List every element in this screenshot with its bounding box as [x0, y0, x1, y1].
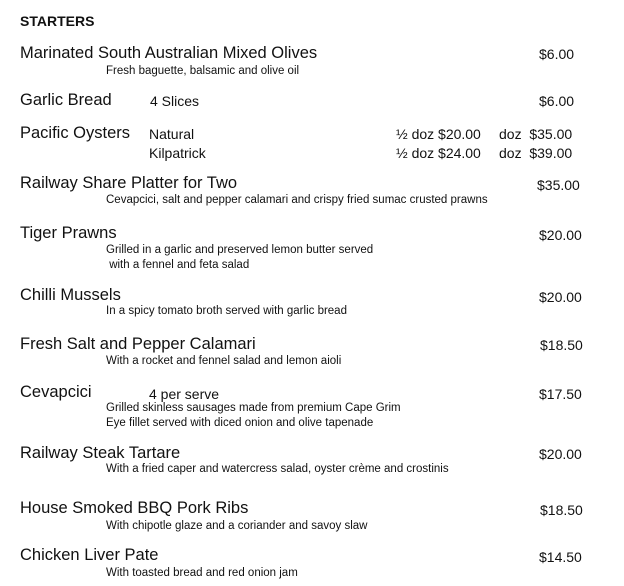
oyster-dozen-price: doz $35.00 — [499, 126, 573, 142]
menu-item-description: With a rocket and fennel salad and lemon aioli — [106, 355, 342, 367]
menu-item-name: Garlic Bread — [20, 91, 112, 109]
menu-item-name: Fresh Salt and Pepper Calamari — [20, 335, 256, 353]
menu-item-price: $18.50 — [540, 502, 583, 518]
menu-item-price: $14.50 — [539, 549, 582, 565]
menu-item-description: Fresh baguette, balsamic and olive oil — [106, 65, 300, 77]
menu-item-description: Eye fillet served with diced onion and olive tapenade — [106, 417, 374, 429]
menu-item-name: Chilli Mussels — [20, 286, 121, 304]
menu-item-price: $35.00 — [537, 177, 580, 193]
menu-item-price: $17.50 — [539, 386, 582, 402]
menu-item-price: $20.00 — [539, 227, 582, 243]
menu-item-name: Marinated South Australian Mixed Olives — [20, 44, 318, 62]
menu-item-note: 4 per serve — [149, 386, 220, 402]
oyster-dozen-price: doz $39.00 — [499, 145, 573, 161]
menu-item-description: With a fried caper and watercress salad, oyster crème and crostinis — [106, 463, 449, 475]
menu-item-name: Chicken Liver Pate — [20, 546, 159, 564]
menu-item-description: with a fennel and feta salad — [106, 259, 250, 271]
menu-item-name: Tiger Prawns — [20, 224, 117, 242]
section-title: STARTERS — [20, 13, 95, 29]
menu-item-description: With chipotle glaze and a coriander and savoy slaw — [106, 520, 368, 532]
menu-item-note: 4 Slices — [150, 93, 200, 109]
oyster-half-dozen-price: ½ doz $24.00 — [396, 145, 481, 161]
menu-item-price: $18.50 — [540, 337, 583, 353]
oyster-variant-label: Natural — [149, 126, 195, 142]
oyster-half-dozen-price: ½ doz $20.00 — [396, 126, 481, 142]
menu-item-name: Railway Steak Tartare — [20, 444, 181, 462]
menu-item-price: $20.00 — [539, 446, 582, 462]
menu-item-description: Grilled in a garlic and preserved lemon butter served — [106, 244, 374, 256]
menu-item-description: Grilled skinless sausages made from premium Cape Grim — [106, 402, 401, 414]
oyster-variant-label: Kilpatrick — [149, 145, 206, 161]
menu-item-price: $6.00 — [539, 93, 575, 109]
menu-item-price: $20.00 — [539, 289, 582, 305]
menu-item-description: Cevapcici, salt and pepper calamari and crispy fried sumac crusted prawns — [106, 194, 488, 206]
menu-item-name: Railway Share Platter for Two — [20, 174, 238, 192]
menu-item-name: Pacific Oysters — [20, 124, 131, 142]
menu-item-price: $6.00 — [539, 46, 575, 62]
menu-item-name: House Smoked BBQ Pork Ribs — [20, 499, 249, 517]
menu-item-description: In a spicy tomato broth served with garlic bread — [106, 305, 347, 317]
menu-item-name: Cevapcici — [20, 383, 92, 401]
menu-item-description: With toasted bread and red onion jam — [106, 567, 298, 579]
